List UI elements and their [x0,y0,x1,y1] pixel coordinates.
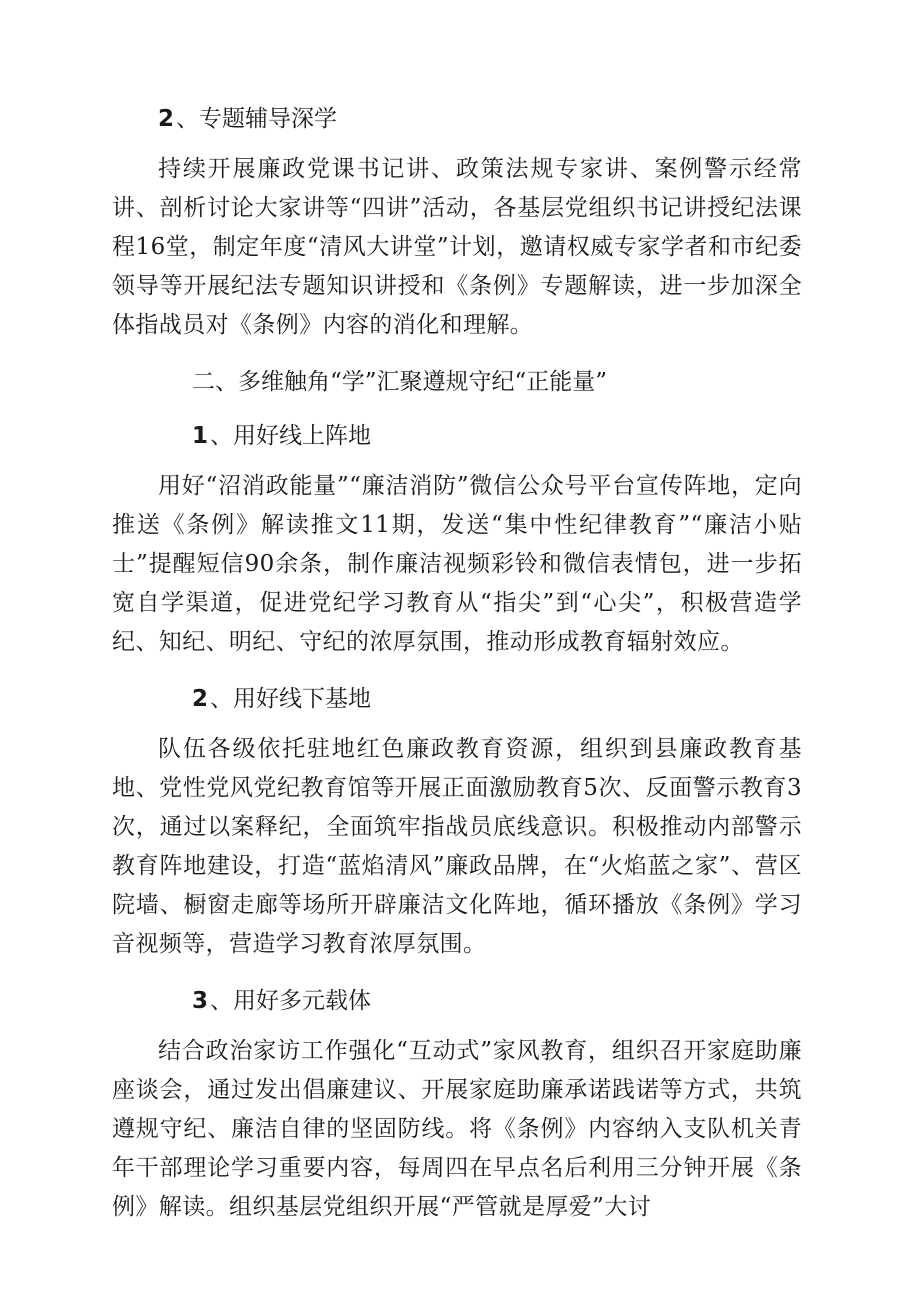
paragraph-diverse-carriers: 结合政治家访工作强化“互动式”家风教育，组织召开家庭助廉座谈会，通过发出倡廉建议、开展家庭助廉承诺践诺等方式，共筑遵规守纪、廉洁自律的坚固防线。将《条例》内容纳入支队机关青年干部理论学习重要内容，每周四在早点名后利用三分钟开展《条例》解读。组织基层党组织开展“严管就是厚爱”大讨 [112,1038,802,1220]
subheading-offline [112,676,802,722]
document-content [112,96,802,1227]
paragraph-offline: 队伍各级依托驻地红色廉政教育资源，组织到县廉政教育基地、党性党风党纪教育馆等开展正面激励教育5次、反面警示教育3次，通过以案释纪，全面筑牢指战员底线意识。积极推动内部警示教育阵地建设，打造“蓝焰清风”廉政品牌，在“火焰蓝之家”、营区院墙、橱窗走廊等场所开辟廉洁文化阵地，循环播放《条例》学习音视频等，营造学习教育浓厚氛围。 [112,736,802,957]
subheading-text: 、用好多元载体 [210,988,372,1014]
section-heading-multi-dimension: 二、多维触角“学”汇聚遵规守纪“正能量” [192,369,608,395]
subheading-text: 、用好线上阵地 [210,423,372,449]
subheading-topic-tutoring [112,96,802,142]
paragraph-topic-tutoring: 持续开展廉政党课书记讲、政策法规专家讲、案例警示经常讲、剖析讨论大家讲等“四讲”活动，各基层党组织书记讲授纪法课程16堂，制定年度“清风大讲堂”计划，邀请权威专家学者和市纪委领导等开展纪法专题知识讲授和《条例》专题解读，进一步加深全体指战员对《条例》内容的消化和理解。 [112,156,802,338]
subheading-diverse-carriers [112,978,802,1024]
subheading-online [112,413,802,459]
subheading-number: 3 [192,988,209,1014]
subheading-text: 、专题辅导深学 [176,106,338,132]
paragraph-online: 用好“沼消政能量”“廉洁消防”微信公众号平台宣传阵地，定向推送《条例》解读推文11期，发送“集中性纪律教育”“廉洁小贴士”提醒短信90余条，制作廉洁视频彩铃和微信表情包，进一步拓宽自学渠道，促进党纪学习教育从“指尖”到“心尖”，积极营造学纪、知纪、明纪、守纪的浓厚氛围，推动形成教育辐射效应。 [112,473,802,655]
subheading-number: 1 [192,423,209,449]
subheading-text: 、用好线下基地 [210,686,372,712]
subheading-number: 2 [158,106,175,132]
subheading-number: 2 [192,686,209,712]
